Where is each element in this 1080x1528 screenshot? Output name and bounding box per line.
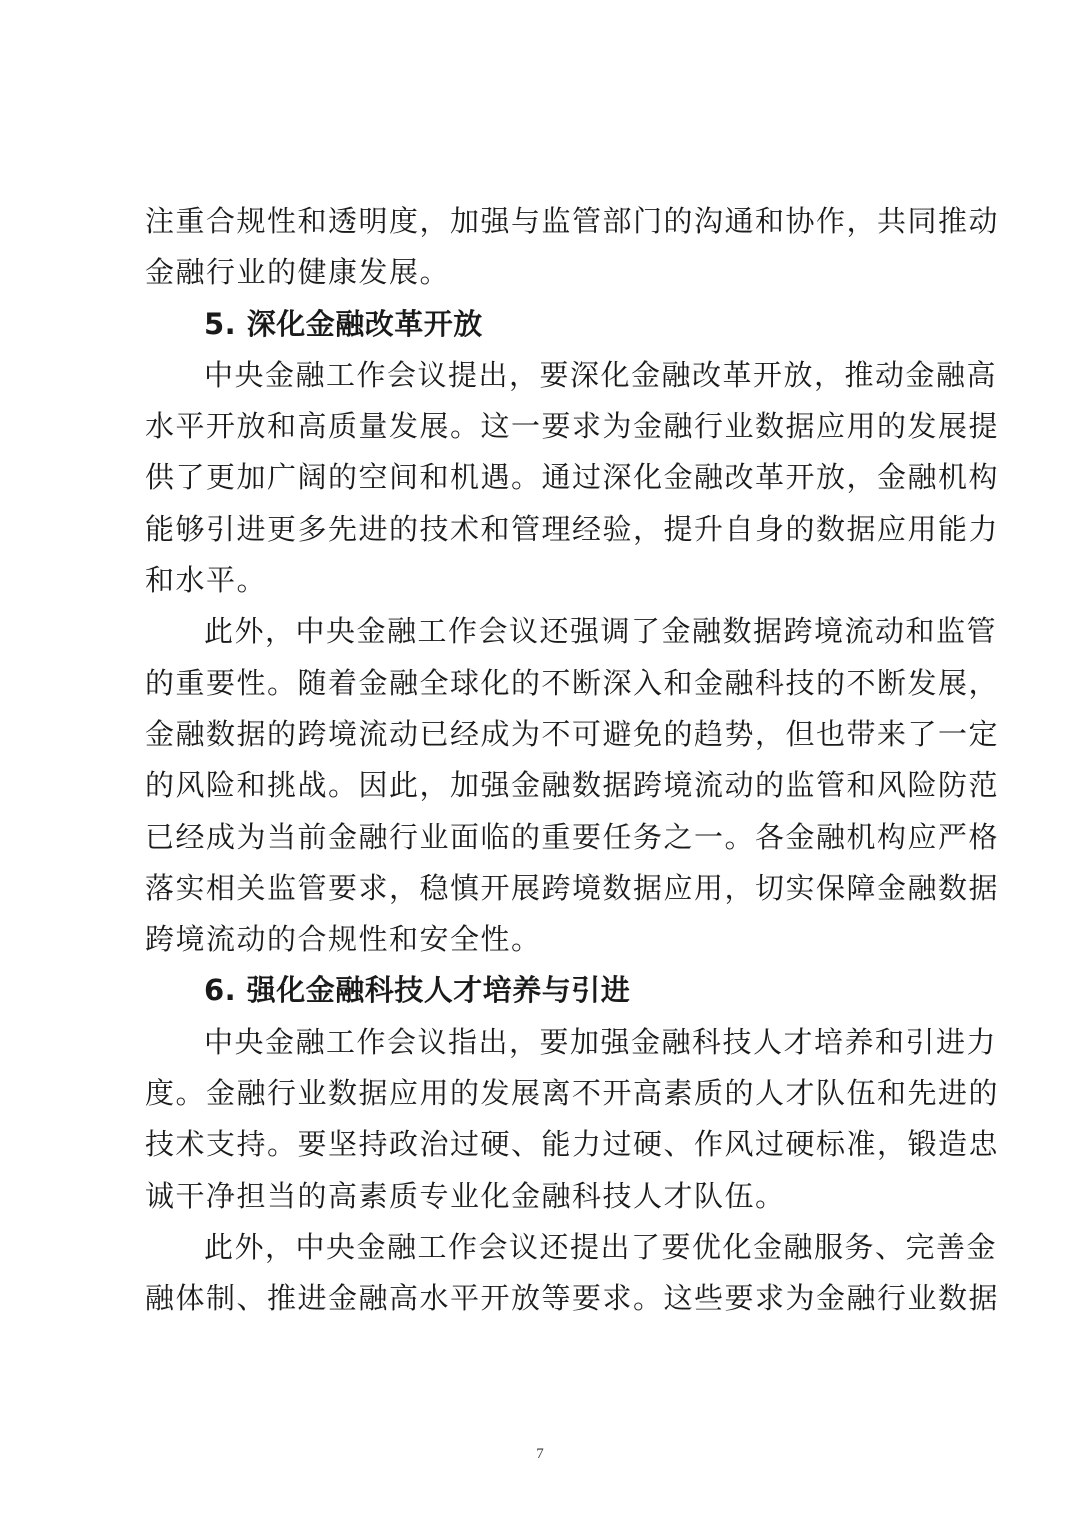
paragraph-line: 技术支持。要坚持政治过硬、能力过硬、作风过硬标准，锻造忠 <box>145 1127 1000 1162</box>
paragraph-line: 和水平。 <box>145 563 268 598</box>
paragraph-line: 已经成为当前金融行业面临的重要任务之一。各金融机构应严格 <box>145 819 1000 854</box>
paragraph-line: 金融行业的健康发展。 <box>145 255 451 290</box>
paragraph-line: 融体制、推进金融高水平开放等要求。这些要求为金融行业数据 <box>145 1281 1000 1316</box>
paragraph-line: 能够引进更多先进的技术和管理经验，提升自身的数据应用能力 <box>145 511 1000 546</box>
paragraph-line: 度。金融行业数据应用的发展离不开高素质的人才队伍和先进的 <box>145 1076 1000 1111</box>
paragraph-line: 供了更加广阔的空间和机遇。通过深化金融改革开放，金融机构 <box>145 460 1000 495</box>
page-number: 7 <box>536 1446 544 1462</box>
paragraph-line: 落实相关监管要求，稳慎开展跨境数据应用，切实保障金融数据 <box>145 870 1000 905</box>
section-heading-6: 6. 强化金融科技人才培养与引进 <box>204 973 631 1008</box>
paragraph-line: 此外，中央金融工作会议还提出了要优化金融服务、完善金 <box>204 1229 998 1264</box>
document-body <box>145 196 1000 1325</box>
paragraph-line: 此外，中央金融工作会议还强调了金融数据跨境流动和监管 <box>204 614 998 649</box>
paragraph-line: 金融数据的跨境流动已经成为不可避免的趋势，但也带来了一定 <box>145 716 1000 751</box>
section-heading-5: 5. 深化金融改革开放 <box>204 306 483 341</box>
paragraph-line: 的风险和挑战。因此，加强金融数据跨境流动的监管和风险防范 <box>145 768 1000 803</box>
paragraph-line: 的重要性。随着金融全球化的不断深入和金融科技的不断发展， <box>145 665 1000 700</box>
paragraph-line: 注重合规性和透明度，加强与监管部门的沟通和协作，共同推动 <box>145 204 1000 238</box>
paragraph-line: 诚干净担当的高素质专业化金融科技人才队伍。 <box>145 1178 786 1213</box>
paragraph-line: 水平开放和高质量发展。这一要求为金融行业数据应用的发展提 <box>145 409 1000 444</box>
paragraph-line: 中央金融工作会议提出，要深化金融改革开放，推动金融高 <box>204 357 998 392</box>
paragraph-line: 中央金融工作会议指出，要加强金融科技人才培养和引进力 <box>204 1024 998 1059</box>
paragraph-line: 跨境流动的合规性和安全性。 <box>145 922 542 957</box>
